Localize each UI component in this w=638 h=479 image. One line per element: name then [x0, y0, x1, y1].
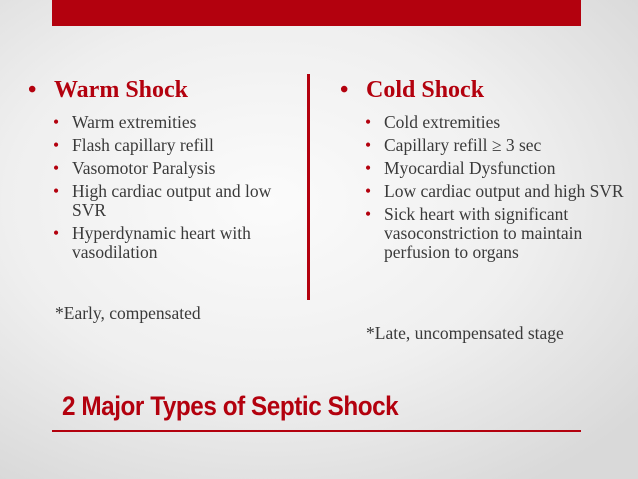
- list-item: • Capillary refill ≥ 3 sec: [365, 135, 542, 155]
- bullet-icon: •: [365, 158, 372, 178]
- list-item: • Hyperdynamic heart with vasodilation: [53, 223, 251, 262]
- heading-bullet-icon: •: [340, 77, 349, 103]
- list-item: • Low cardiac output and high SVR: [365, 181, 624, 201]
- slide-title: 2 Major Types of Septic Shock: [62, 391, 399, 421]
- cold-shock-list: [365, 112, 624, 262]
- bullet-icon: •: [365, 181, 372, 201]
- list-item: • Flash capillary refill: [53, 135, 214, 155]
- bullet-icon: •: [53, 158, 60, 178]
- cold-shock-heading-text: Cold Shock: [366, 77, 485, 103]
- warm-shock-heading: [28, 75, 290, 105]
- warm-shock-note: *Early, compensated: [55, 303, 201, 323]
- list-item: • High cardiac output and low SVR: [53, 181, 272, 220]
- title-underline: [52, 430, 581, 432]
- bullet-icon: •: [53, 223, 60, 243]
- top-accent-bar: [52, 0, 581, 26]
- cold-shock-column: [340, 75, 624, 266]
- cold-shock-note: *Late, uncompensated stage: [366, 323, 564, 343]
- bullet-icon: •: [53, 181, 60, 201]
- list-item: • Myocardial Dysfunction: [365, 158, 556, 178]
- bullet-icon: •: [53, 112, 60, 132]
- heading-bullet-icon: •: [28, 77, 37, 103]
- list-item: • Warm extremities: [53, 112, 197, 132]
- list-item: • Vasomotor Paralysis: [53, 158, 216, 178]
- bullet-icon: •: [365, 135, 372, 155]
- bullet-icon: •: [53, 135, 60, 155]
- bullet-icon: •: [365, 112, 372, 132]
- warm-shock-column: [28, 75, 290, 266]
- list-item: • Sick heart with significant vasoconstriction to maintain perfusion to organs: [365, 204, 583, 262]
- cold-shock-heading: [340, 75, 620, 105]
- warm-shock-list: [53, 113, 290, 262]
- bullet-icon: •: [365, 204, 372, 224]
- warm-shock-heading-text: Warm Shock: [54, 77, 189, 103]
- list-item: • Cold extremities: [365, 112, 501, 132]
- column-divider: [307, 74, 310, 300]
